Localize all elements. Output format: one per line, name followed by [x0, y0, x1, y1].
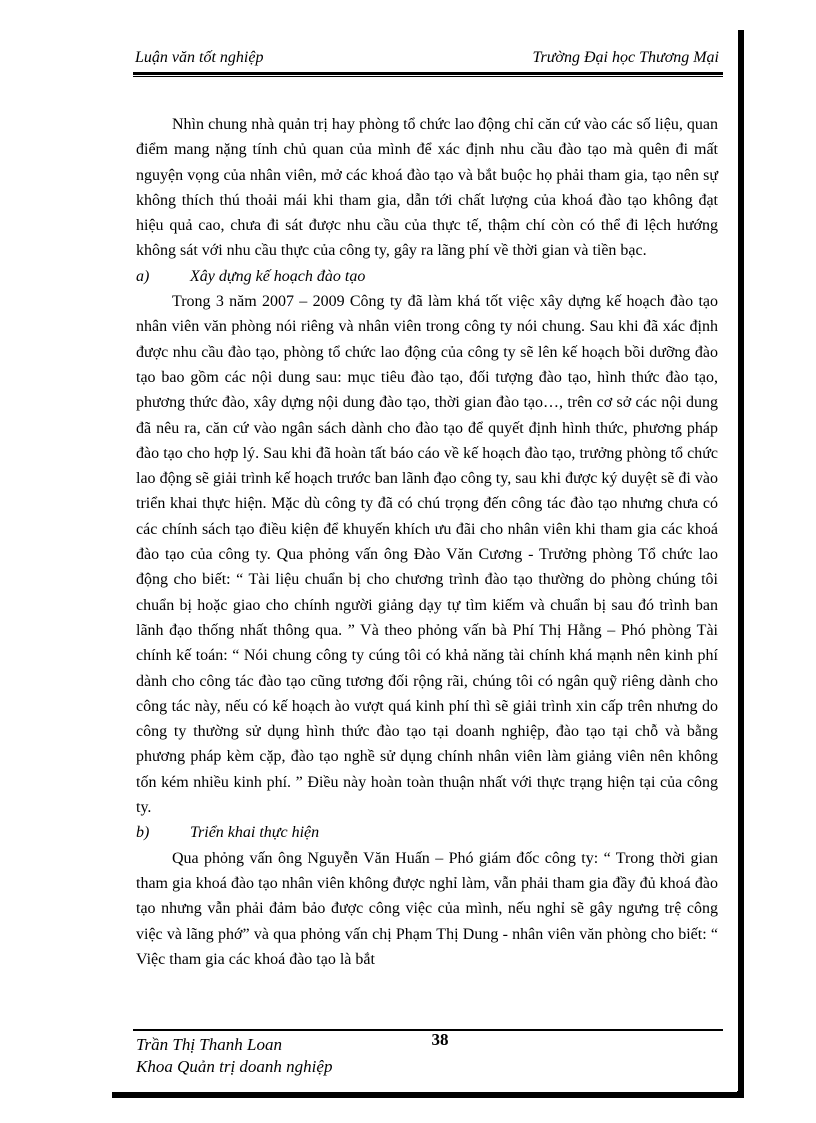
page-footer: [136, 1034, 332, 1078]
header-rule: [133, 72, 723, 77]
section-heading-a: [136, 264, 718, 289]
section-title: Xây dựng kế hoạch đào tạo: [190, 267, 366, 285]
page-header: [135, 47, 719, 73]
section-marker: b): [136, 824, 150, 842]
paragraph: Trong 3 năm 2007 – 2009 Công ty đã làm khá tốt việc xây dựng kế hoạch đào tạo nhân viên văn phòng nói riêng và nhân viên trong công ty nói chung. Sau khi đã xác định được nhu cầu đào tạo, phòng tổ chức lao động của công ty sẽ lên kế hoạch bồi dưỡng đào tạo bao gồm các nội dung sau: mục tiêu đào tạo, đối tượng đào tạo, hình thức đào tạo, phương thức đào, xây dựng nội dung đào tạo, thời gian đào tạo…, trên cơ sở các nội dung đã nêu ra, căn cứ vào ngân sách dành cho đào tạo để quyết định hình thức, phương pháp đào tạo cho hợp lý. Sau khi đã hoàn tất báo cáo về kế hoạch đào tạo, trưởng phòng tổ chức lao động sẽ giải trình kế hoạch trước ban lãnh đạo công ty, sau khi được ký duyệt sẽ đi vào triển khai thực hiện. Mặc dù công ty đã có chú trọng đến công tác đào tạo nhưng chưa có các chính sách tạo điều kiện để khuyến khích ưu đãi cho nhân viên khi tham gia các khoá đào tạo của công ty. Qua phỏng vấn ông Đào Văn Cương - Trưởng phòng Tổ chức lao động cho biết: “ Tài liệu chuẩn bị cho chương trình đào tạo thường do phòng chúng tôi chuẩn bị hoặc giao cho chính người giảng dạy tự tìm kiếm và chuẩn bị sau đó trình ban lãnh đạo thống nhất thông qua. ” Và theo phỏng vấn bà Phí Thị Hằng – Phó phòng Tài chính kế toán: “ Nói chung công ty cúng tôi có khả năng tài chính khá mạnh nên kinh phí dành cho công tác đào tạo cũng tương đối rộng rãi, chúng tôi có ngân quỹ riêng dành cho công tác này, nếu có kế hoạch ào vượt quá kinh phí thì sẽ giải trình xin cấp trên nhưng do công ty thường sử dụng hình thức đào tạo tại doanh nghiệp, đào tạo tại chỗ và bằng phương pháp kèm cặp, đào tạo nghề sử dụng chính nhân viên làm giảng viên nên không tốn kém nhiều kinh phí. ” Điều này hoàn toàn thuận nhất với thực trạng hiện tại của công ty.: [136, 293, 718, 817]
footer-author: Trần Thị Thanh Loan: [136, 1035, 282, 1054]
document-body: [136, 112, 718, 972]
section-heading-b: [136, 820, 718, 845]
section-title: Triển khai thực hiện: [190, 824, 320, 842]
paragraph: Qua phỏng vấn ông Nguyễn Văn Huấn – Phó giám đốc công ty: “ Trong thời gian tham gia khoá đào tạo nhân viên không được nghỉ làm, vẫn phải tham gia đầy đủ khoá đào tạo nhưng vẫn phải đảm bảo được công việc của mình, nếu nghỉ sẽ gây ngưng trệ công việc và lãng phớ” và qua phỏng vấn chị Phạm Thị Dung - nhân viên văn phòng cho biết: “ Việc tham gia các khoá đào tạo là bắt: [136, 849, 718, 968]
paragraph: Nhìn chung nhà quản trị hay phòng tổ chức lao động chỉ căn cứ vào các số liệu, quan điểm mang nặng tính chủ quan của mình để xác định nhu cầu đào tạo mà quên đi mất nguyện vọng của nhân viên, mở các khoá đào tạo và bắt buộc họ phải tham gia, tạo nên sự không thích thú thoải mái khi tham gia, dẫn tới chất lượng của khoá đào tạo không đạt hiệu quả cao, chưa đi sát được nhu cầu của thực tế, thậm chí còn có thể đi lệch hướng không sát với nhu cầu thực của công ty, gây ra lãng phí về thời gian và tiền bạc.: [136, 116, 718, 260]
header-university-label: Trường Đại học Thương Mại: [532, 49, 719, 66]
header-thesis-label: Luận văn tốt nghiệp: [135, 49, 264, 66]
footer-faculty: Khoa Quản trị doanh nghiệp: [136, 1057, 333, 1076]
section-marker: a): [136, 267, 150, 285]
page-number: 38: [431, 1030, 449, 1049]
